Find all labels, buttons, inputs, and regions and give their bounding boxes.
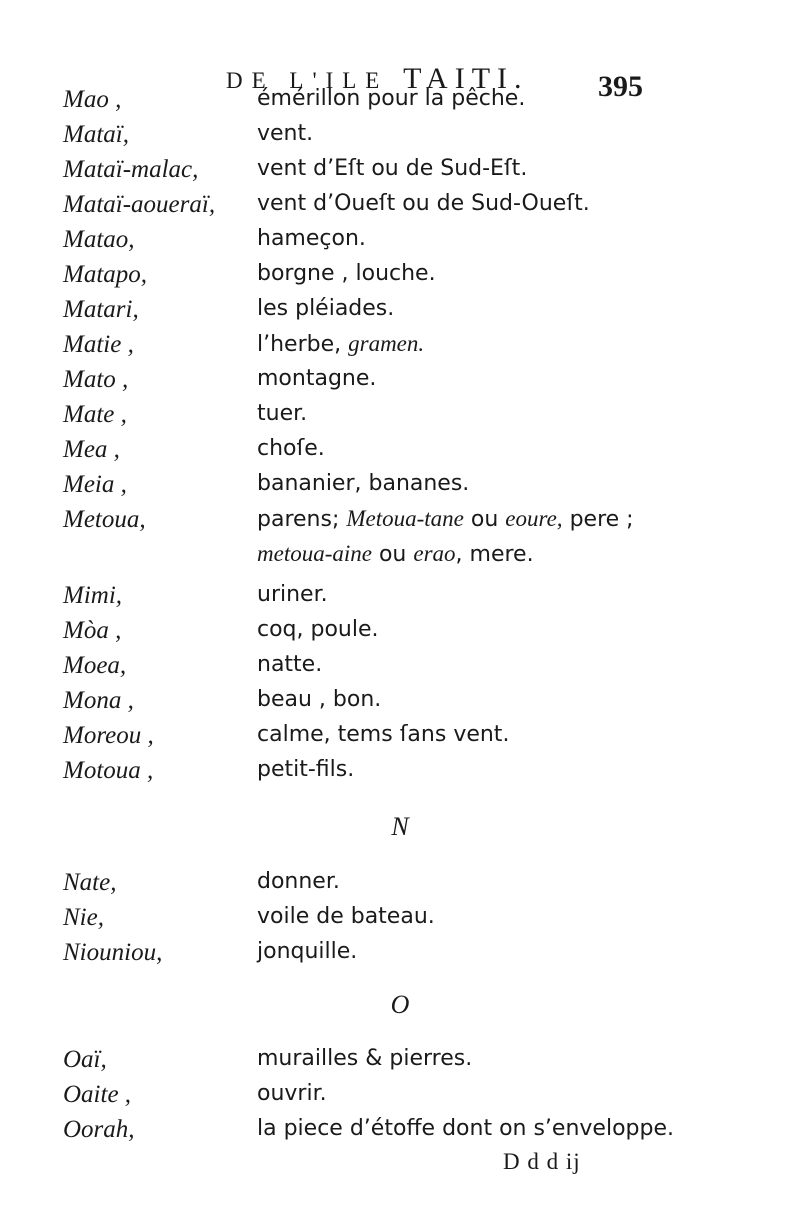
- entry-row: [0, 757, 800, 793]
- definition-term-italic: metoua-aine: [257, 541, 372, 566]
- entry-definition: coq, poule.: [257, 617, 379, 642]
- entry-term: Oaï,: [63, 1046, 107, 1073]
- entry-term: Meia ,: [63, 471, 127, 498]
- entry-term: Mona ,: [63, 687, 134, 714]
- entry-row: [0, 722, 800, 758]
- entry-term: Matapo,: [63, 261, 148, 288]
- entry-definition: jonquille.: [257, 939, 358, 964]
- entry-definition: murailles & pierres.: [257, 1046, 473, 1071]
- entry-definition: la piece d’étoffe dont on s’enveloppe.: [257, 1116, 674, 1141]
- running-head-title: TAITI.: [403, 62, 529, 95]
- entry-term: Moea,: [63, 652, 127, 679]
- entry-term: Mea ,: [63, 436, 120, 463]
- entry-term: Mataï,: [63, 121, 129, 148]
- entry-term: Nate,: [63, 869, 117, 896]
- entry-row: [0, 939, 800, 975]
- entry-term: Mao ,: [63, 86, 122, 113]
- entry-row: [0, 687, 800, 723]
- entry-definition: [257, 506, 634, 532]
- entry-definition: [257, 541, 534, 567]
- entry-row: [0, 156, 800, 192]
- entry-row: [0, 471, 800, 507]
- entry-definition: petit-fils.: [257, 757, 355, 782]
- definition-latin: gramen.: [348, 331, 425, 356]
- entry-definition: beau , bon.: [257, 687, 382, 712]
- definition-term-italic: erao: [413, 541, 456, 566]
- definition-conjunction: ou: [378, 542, 407, 567]
- entry-term: Mòa ,: [63, 617, 122, 644]
- definition-text: l’herbe,: [257, 332, 342, 357]
- entry-term: Mataï-malac,: [63, 156, 199, 183]
- definition-term-italic: Metoua-tane: [346, 506, 464, 531]
- entry-definition: bananier, bananes.: [257, 471, 470, 496]
- entry-term: Oaite ,: [63, 1081, 132, 1108]
- entry-row: [0, 296, 800, 332]
- entry-definition: donner.: [257, 869, 340, 894]
- entry-term: Mimi,: [63, 582, 123, 609]
- entry-term: Matao,: [63, 226, 135, 253]
- entry-term: Moreou ,: [63, 722, 154, 749]
- entry-definition: natte.: [257, 652, 323, 677]
- signature-mark: D d d ij: [503, 1149, 581, 1174]
- entry-row: [0, 904, 800, 940]
- entry-definition: uriner.: [257, 582, 328, 607]
- definition-gloss: , mere.: [455, 542, 534, 567]
- definition-conjunction: ou: [470, 507, 499, 532]
- entry-row: [0, 652, 800, 688]
- section-heading-n: N: [391, 812, 409, 841]
- entry-term: Matie ,: [63, 331, 134, 358]
- entry-definition: les pléiades.: [257, 296, 395, 321]
- definition-term-italic: eoure,: [505, 506, 563, 531]
- entry-row: [0, 1116, 800, 1152]
- entry-definition: vent d’Oueſt ou de Sud-Oueſt.: [257, 191, 590, 216]
- entry-definition: borgne , louche.: [257, 261, 436, 286]
- entry-term: Niouniou,: [63, 939, 163, 966]
- entry-definition: ouvrir.: [257, 1081, 327, 1106]
- entry-term: Metoua,: [63, 506, 146, 533]
- entry-term: Mate ,: [63, 401, 127, 428]
- entry-row: [0, 331, 800, 367]
- entry-row-continuation: [0, 541, 800, 577]
- definition-text: parens;: [257, 507, 340, 532]
- entry-row: [0, 582, 800, 618]
- page-number: 395: [598, 70, 643, 103]
- entry-definition: vent.: [257, 121, 314, 146]
- entry-row: [0, 506, 800, 542]
- entry-row: [0, 436, 800, 472]
- entry-definition: voile de bateau.: [257, 904, 435, 929]
- entry-term: Motoua ,: [63, 757, 154, 784]
- entry-row: [0, 401, 800, 437]
- section-heading-o: O: [390, 990, 410, 1019]
- entry-row: [0, 86, 800, 122]
- entry-definition: [257, 331, 424, 357]
- entry-row: [0, 191, 800, 227]
- entry-definition: hameçon.: [257, 226, 366, 251]
- entry-row: [0, 366, 800, 402]
- entry-definition: émérillon pour la pêche.: [257, 86, 526, 111]
- entry-definition: tuer.: [257, 401, 308, 426]
- entry-term: Nie,: [63, 904, 104, 931]
- entry-term: Matari,: [63, 296, 139, 323]
- entry-row: [0, 261, 800, 297]
- entry-row: [0, 869, 800, 905]
- entry-term: Oorah,: [63, 1116, 135, 1143]
- entry-row: [0, 226, 800, 262]
- entry-term: Mato ,: [63, 366, 129, 393]
- entry-row: [0, 121, 800, 157]
- entry-definition: vent d’Eſt ou de Sud-Eſt.: [257, 156, 528, 181]
- definition-gloss: pere ;: [569, 507, 634, 532]
- entry-term: Mataï-aoueraï,: [63, 191, 216, 218]
- entry-row: [0, 1081, 800, 1117]
- entry-row: [0, 1046, 800, 1082]
- entry-definition: calme, tems ſans vent.: [257, 722, 510, 747]
- entry-definition: montagne.: [257, 366, 377, 391]
- running-head-prefix: DE L'ILE: [226, 68, 389, 93]
- entry-row: [0, 617, 800, 653]
- entry-definition: choſe.: [257, 436, 325, 461]
